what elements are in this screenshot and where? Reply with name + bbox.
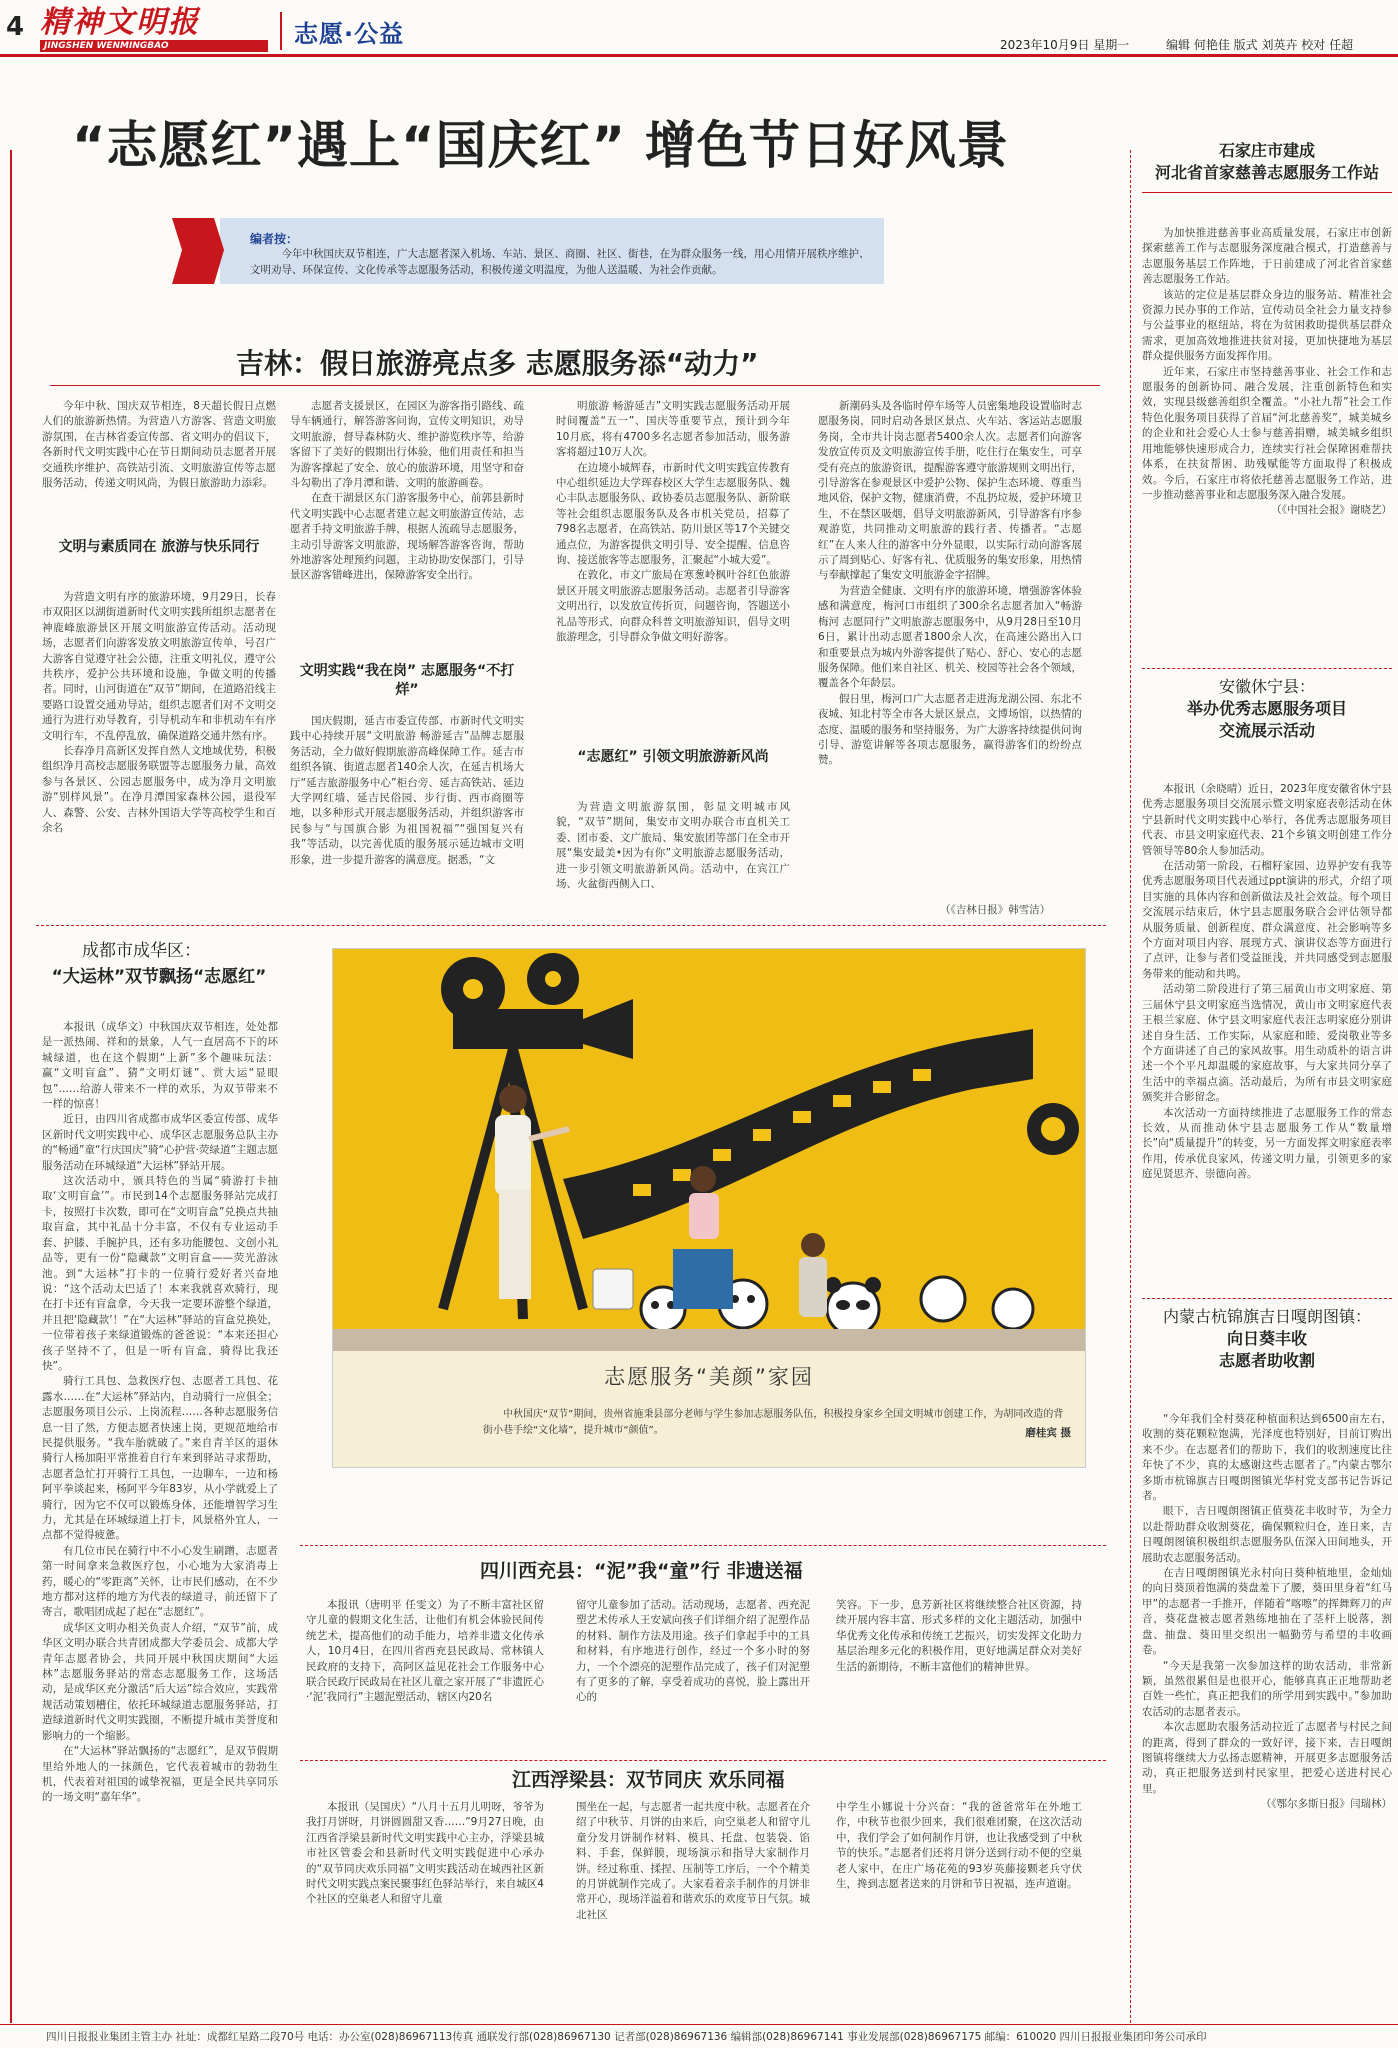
sidebar-para: “今年我们全村葵花种植面积达到6500亩左右，收割的葵花颗粒饱满，光泽度也特别好，目前订购出来不少。在志愿者们的帮助下，我们的收割速度比往年快了不少，真的太感谢这些志愿者了。”内蒙古鄂尔多斯市杭锦旗吉日嘎朗图镇光华村党支部书记告诉记者。 [1142,1413,1392,1503]
sidebar-para: 眼下，吉日嘎朗图镇正值葵花丰收时节，为全力以赴帮助群众收割葵花，确保颗粒归仓，连日来，吉日嘎朗图镇积极组织志愿服务队伍深入田间地头，开展助农志愿服务活动。 [1142,1505,1392,1564]
sidebar-anhui-title1: 安徽休宁县： [1218,677,1315,696]
sidebar-rule-1 [1142,192,1392,193]
jilin-source: （《吉林日报》韩雪洁） [940,904,1051,916]
jilin-bottom-rule [36,925,1106,926]
jilin-col2-para: 志愿者支援景区，在园区为游客指引路线、疏导车辆通行，解答游客问询，宣传文明知识，劝导文明旅游，督导森林防火、维护游览秩序等，给游客留下了美好的假期出行体验，他们用责任和担当为游客撑起了安全、放心的旅游环境，用坚守和奋斗勾勒出了净月潭和谐、文明的旅游画卷。 [290,400,524,490]
sidebar-shijiazhuang-title [1142,140,1392,184]
jilin-subhead-2-text: 文明实践“我在岗” 志愿服务“不打烊” [299,663,515,698]
sichuan-top-rule [300,1545,1106,1546]
sidebar-para: 本次活动一方面持续推进了志愿服务工作的常态长效，从而推动休宁县志愿服务工作从“数量增长”向“质量提升”的转变，另一方面发挥文明家庭表率作用，传承优良家风，传递文明力量，引领更多的家庭见贤思齐、崇德向善。 [1142,1106,1392,1181]
jilin-col2b-para: 国庆假期，延吉市委宣传部、市新时代文明实践中心持续开展“文明旅游 畅游延吉”品牌志愿服务活动，全力做好假期旅游高峰保障工作。延吉市组织各镇、街道志愿者140余人次，在延吉机场大厅“延吉旅游服务中心”柜台旁、延吉高铁站、延边大学网红墙、延吉民俗园、步行街、西市商圈等地，以多种形式开展志愿服务活动，并组织游客市民参与“与国旗合影 为祖国祝福”“强国复兴有我”等活动，以完善优质的服务展示延边城市文明形象，进一步提升游客的满意度。据悉，“文 [290,715,524,866]
footer-text: 四川日报报业集团主管主办 社址：成都红星路二段70号 电话：办公室(028)86967113传真 通联发行部(028)86967130 记者部(028)86967136 编辑部(028)86967141 事业发展部(028)86967175 邮编：610020 四川日报报业集团印务公司承印 [46,2031,1207,2043]
jilin-col1b [42,590,276,918]
sidebar-shijiazhuang-body [1142,226,1392,726]
jilin-col3-para: 明旅游 畅游延吉”文明实践志愿服务活动开展时间覆盖“五一”、国庆等重要节点，预计到今年10月底，将有4700多名志愿者参加活动，服务游客将超过10万人次。 [556,400,790,459]
photo-frame [332,948,1086,1468]
page-number: 4 [6,12,25,42]
chengdu-para: 有几位市民在骑行中不小心发生刷蹭，志愿者第一时间拿来急救医疗包，小心地为大家消毒上药，暖心的“零距离”关怀，让市民们感动，在不少地方都对这样的地方为代表的绿道寻，前还留下了寄言，歌唱团成起了起在“志愿红”。 [42,1544,278,1619]
sidebar-anhui-title [1142,676,1392,742]
sichuan-col3 [836,1598,1082,1748]
editor-note-ribbon [162,214,232,288]
jilin-subhead-3-text: “志愿红” 引领文明旅游新风尚 [577,749,769,765]
section-title: 志愿·公益 [294,20,405,48]
sichuan-col1-text: 本报讯（唐明平 任雯文）为了不断丰富社区留守儿童的假期文化生活，让他们有机会体验民间传统艺术，提高他们的动手能力，培养非遗文化传承人，10月4日，在四川省西充县民政局、常林镇人民政府的支持下，高阿区益见花社会工作服务中心联合民政厅民政局在社区儿童之家开展了“非遗匠心·‘泥’我同行”主题泥塑活动，辖区内20名 [306,1599,544,1704]
sichuan-col2-text: 留守儿童参加了活动。活动现场，志愿者、西充泥塑艺术传承人王安斌向孩子们详细介绍了泥塑作品的材料、制作方法及用途。孩子们拿起手中的工具和材料，有序地进行创作，经过一个多小时的努力，一个个漂亮的泥塑作品完成了，孩子们对泥塑有了更多的了解，享受着成功的喜悦，脸上露出开心的 [576,1599,810,1704]
sidebar-shijiazhuang-title1: 石家庄市建成 [1218,141,1315,160]
chengdu-para: 成华区文明办相关负责人介绍，“双节”前，成华区文明办联合共青团成都大学委员会、成都大学青年志愿者协会，共同开展中秋国庆期间“大运林”志愿服务驿站的常态志愿服务工作，这场活动，是成华区充分激活“后大运”综合效应，实践常规活动策划槽住，依托环城绿道志愿服务驿站，打造绿道新时代文明实践圈，不断提升城市美誉度和影响力的一个缩影。 [42,1621,278,1742]
sidebar-neimeng-title2: 向日葵丰收 [1226,1329,1307,1348]
sidebar-para: 在活动第一阶段，石榴籽家园、边界护安有我等优秀志愿服务项目代表通过ppt演讲的形式，介绍了项目实施的具体内容和创新做法及社会效益。每个项目交流展示结束后，休宁县志愿服务联合会评估领导都从服务质量、创新程度、群众满意度、社会影响等多个方面对项目内容、展现方式、演讲仪态等方面进行了点评，让参与者们受益匪浅，并共同感受到志愿服务带来的能动和共鸣。 [1142,860,1392,980]
jilin-col4-para: 新潮码头及各临时停车场等人员密集地段设置临时志愿服务岗，同时启动各景区景点、火车站、客运站志愿服务岗，全市共计岗志愿者5400余人次。志愿者们向游客发放宣传页及文明旅游宣传手册，吃住行在集安生，可享受有亮点的旅游资讯，提醒游客遵守旅游规则文明出行，引导游客在参观景区中爱护公物、保护生态环境、尊重当地风俗，保护文物，健康消费，不乱扔垃圾，爱护环境卫生，不在禁区吸烟，倡导文明旅游新风，引导游客有序参观游览，共同推动文明旅游的践行者、传播者。“志愿红”在人来人往的游客中分外显眼，以实际行动向游客展示了周到贴心、好客有礼、优质服务的集安形象，用热情与奉献撑起了集安文明旅游金字招牌。 [818,400,1082,582]
sichuan-col3-text: 笑容。下一步，息芳新社区将继续整合社区资源，持续开展内容丰富、形式多样的文化主题活动，加强中华优秀文化传承和传统工艺振兴，切实发挥文化助力基层治理多元化的积极作用，更好地满足群众对美好生活的新期待，不断丰富他们的精神世界。 [836,1599,1082,1673]
sidebar-anhui-body [1142,782,1392,1262]
logo-pinyin: JINGSHEN WENMINGBAO [40,40,268,52]
photo-caption-title: 志愿服务“美颜”家园 [604,1365,814,1389]
sichuan-col1 [306,1598,544,1748]
jiangxi-col1 [306,1800,544,2016]
jilin-title: 吉林：假日旅游亮点多 志愿服务添“动力” [236,347,759,380]
mural-photo [333,949,1085,1351]
jilin-col4-para: 假日里，梅河口广大志愿者走进海龙湖公园、东北不夜城、知北村等全市各大景区景点，文博场馆，以热情的态度、温暖的服务和坚持服务，为广大游客持续提供问询引导、游览讲解等各项志愿服务，赢得游客们的纷纷点赞。 [818,692,1082,767]
jilin-col3b-para: 为营造文明旅游氛围，彰显文明城市风貌，“双节”期间，集安市文明办联合市直机关工委、团市委、文广旅局、集安旅团等部门在全市开展“集安最美•因为有你”文明旅游志愿服务活动，进一步引领文明旅游新风尚。活动中，在宾江广场、火盆街西侧入口、 [556,801,790,891]
editor-note-label: 编者按： [250,232,299,246]
chengdu-para: 骑行工具包、急救医疗包、志愿者工具包、花露水……在“大运林”驿站内，自动骑行一应俱全；志愿服务项目公示、上岗流程……各种志愿服务信息一目了然，方便志愿者快速上岗，更规范地给市民提供服务。“我车胎就破了。”来自青羊区的退休骑行人杨加阳平常推着自行车来到驿站寻求帮助，志愿者急忙打开骑行工具包，一边聊车，一边和杨阿平拳谈起来，杨阿平今年83岁，从小学就爱上了骑行，因为它不仅可以锻炼身体，还能增智学习生力，尤其是在环城绿道上打卡，风景格外宜人，一点都不觉得疲惫。 [42,1375,278,1542]
editor-note-text: 今年中秋国庆双节相连，广大志愿者深入机场、车站、景区、商圈、社区、街巷，在为群众服务一线，用心用情开展秩序维护、文明劝导、环保宣传、文化传承等志愿服务活动，积极传递文明温度，为他人送温暖、为社会作贡献。 [250,248,870,276]
jilin-col4-para: 为营造全健康、文明有序的旅游环境，增强游客体验感和满意度，梅河口市组织了300余名志愿者加入“畅游梅河 志愿同行”文明旅游志愿服务中，从9月28日至10月6日，累计出动志愿者1800余人次，在高速公路出入口和重要景点为城内外游客提供了贴心、舒心、安心的志愿服务保障。他们来自社区、机关、校园等社会各个领域，覆盖各个年龄层。 [818,584,1082,690]
chengdu-para: 在“大运林”驿站飘扬的“志愿红”，是双节假期里给外地人的一抹颜色，它代表着城市的勃勃生机，代表着对祖国的诚挚祝福，更是全民共享同乐的一场文明“嘉年华”。 [42,1745,278,1804]
sidebar-neimeng-title1: 内蒙古杭锦旗吉日嘎朗图镇： [1162,1307,1371,1326]
jiangxi-col1-text: 本报讯（吴国庆）“八月十五月儿明呀，爷爷为我打月饼呀，月饼圆圆甜又香……”9月27日晚，由江西省浮梁县新时代文明实践中心主办，浮梁县城市社区管委会和县新时代文明实践促进中心承办的“双节同庆欢乐同福”文明实践活动在城西社区新时代文明实践点案民聚事红色驿站举行，来自城区4个社区的空巢老人和留守儿童 [306,1801,544,1906]
jiangxi-top-rule [300,1760,1106,1761]
sidebar-para: 近年来，石家庄市坚持慈善事业、社会工作和志愿服务的创新协同、融合发展，注重创新特色和实效，实现县级慈善组织全覆盖。“小社九帮”社会工作特色化服务项目获得了首届“河北慈善奖”，城美城乡的企业和社会爱心人士参与慈善捐赠，城美城乡组织用地能够快速形成合力，连续实行社会保障困难帮扶体系，在扶贫帮困、助残赋能等方面取得了积极成效。今后，石家庄市将依托慈善志愿服务工作站，进一步推动慈善事业和志愿服务深入融合发展。 [1142,365,1392,501]
logo-chinese: 精神文明报 [40,5,200,40]
sidebar-anhui-title3: 交流展示活动 [1218,721,1315,740]
chengdu-para: 近日，由四川省成都市成华区委宣传部、成华区新时代文明实践中心、成华区志愿服务总队主办的“畅通”童“行庆国庆”骑“心护营·荧绿道”主题志愿服务活动在环城绿道“大运林”驿站开展。 [42,1113,278,1172]
sidebar-rule-2 [1142,668,1392,669]
sidebar-rule-3 [1142,1298,1392,1299]
sidebar-para: “今天是我第一次参加这样的助农活动，非常新颖，虽然很累但是也很开心，能够真真正正地帮助老百姓一些忙，真正把我们的所学用到实践中。”参加助农活动的志愿者表示。 [1142,1659,1392,1718]
jiangxi-col3 [836,1800,1082,2016]
jiangxi-col2-text: 围坐在一起，与志愿者一起共度中秋。志愿者在介绍了中秋节、月饼的由来后，向空巢老人和留守儿童分发月饼制作材料、模具、托盘、包装袋、馅料、手套，保鲜膜，现场演示和指导大家制作月饼。经过称重、揉捏、压制等工序后，一个个精美的月饼就制作完成了。大家看着亲手制作的月饼非常开心，现场洋溢着和谐欢乐的欢度节日气氛。城北社区 [576,1801,810,1921]
jilin-col1 [42,399,276,523]
jilin-subhead-1-text: 文明与素质同在 旅游与快乐同行 [58,539,260,555]
jilin-col1-para: 今年中秋、国庆双节相连，8天超长假日点燃人们的旅游新热情。为营造八方游客、营造文明旅游氛围，在吉林省委宣传部、省文明办的倡议下，各新时代文明实践中心在节日期间动员志愿者开展交通秩序维护、高铁站引流、文明旅游宣传等志愿服务活动，传递文明风尚，为假日旅游助力添彩。 [42,400,276,490]
jilin-col3-para: 在边境小城辉春，市新时代文明实践宣传教育中心组织延边大学珲春校区大学生志愿服务队、魏心丰队志愿服务队、政协委员志愿服务队、新阶联等社会组织志愿服务队及各市机关党员，招募了798名志愿者，在高铁站、防川景区等17个关键交通点位，为游客提供文明引导、安全提醒、信息咨询、接送旅客等志愿服务，汇聚起“小城大爱”。 [556,461,790,567]
sidebar-shijiazhuang-title2: 河北省首家慈善志愿服务工作站 [1154,163,1379,182]
chengdu-kicker: 成都市成华区： [82,941,201,961]
jiangxi-col3-text: 中学生小娜说十分兴奋：“我的爸爸常年在外地工作，中秋节也很少回来，我们很难团聚，在这次活动中，我们学会了如何制作月饼，也让我感受到了中秋节的快乐。”志愿者们还将月饼分送到行动不便的空巢老人家中，在庄广场花苑的93岁英藤接颗老兵守伏生，搀到志愿者送来的月饼和节日祝福，连声道谢。 [836,1801,1082,1891]
sidebar-para: 本次志愿助农服务活动拉近了志愿者与村民之间的距离，得到了群众的一致好评，接下来，吉日嘎朗图镇将继续大力弘扬志愿精神，开展更多志愿服务活动，真正把服务送到村民家里，把爱心送进村民心里。 [1142,1721,1392,1795]
sidebar-para: 本报讯（余晓晴）近日，2023年度安徽省休宁县优秀志愿服务项目交流展示暨文明家庭表彰活动在休宁县新时代文明实践中心举行，各优秀志愿服务项目代表、市县文明家庭代表、21个乡镇文明创建工作分管领导等80余人参加活动。 [1142,783,1392,857]
jilin-title-rule [50,385,1100,386]
sidebar [1142,130,1392,2020]
jilin-col4 [818,399,1082,899]
sidebar-para: 该站的定位是基层群众身边的服务站、精准社会资源力民办事的工作站，宣传动员全社会力量支持参与公益事业的枢纽站，将在为贫困救助提供基层群众需求，更加高效地推进扶贫对接，更加快捷地为基层群众提供服务方面发挥作用。 [1142,288,1392,363]
editor-note-box [220,218,884,284]
photo-credit: 磨桂宾 摄 [1025,1427,1071,1439]
jilin-col2 [290,399,524,649]
sidebar-para: 活动第二阶段进行了第三届黄山市文明家庭、第三届休宁县文明家庭当选情况，黄山市文明家庭代表王根兰家庭、休宁县文明家庭代表汪志明家庭分别讲述自身生活、工作实际，从家庭和睦、爱岗敬业等多个方面讲述了自己的家风故事。用生动质朴的语言讲述一个个平凡却温暖的家庭故事，与大家共同分享了生活中的幸福点滴。活动最后，为所有市县文明家庭颁奖并合影留念。 [1142,983,1392,1104]
jiangxi-col2 [576,1800,810,2016]
jilin-subhead-2 [290,662,524,700]
chengdu-title: “大运林”双节飘扬“志愿红” [51,967,267,987]
editor-credits: 编辑 何艳佳 版式 刘英卉 校对 任超 [1166,38,1354,52]
date-line: 2023年10月9日 星期一 [1000,38,1130,52]
masthead-rule [0,54,1398,57]
sidebar-anhui-title2: 举办优秀志愿服务项目 [1186,699,1347,718]
photo-caption-text: 中秋国庆“双节”期间，贵州省施秉县部分老师与学生参加志愿服务队伍，积极投身家乡全国文明城市创建工作，为胡同改造的背街小巷手绘“文化墙”，提升城市“颜值”。 [483,1409,1064,1436]
sidebar-neimeng-title [1142,1306,1392,1372]
jilin-col3 [556,399,790,735]
sichuan-col2 [576,1598,810,1748]
chengdu-body [42,1020,278,2018]
jiangxi-title: 江西浮梁县：双节同庆 欢乐同福 [512,1769,785,1791]
jilin-col1b-para: 长春净月高新区发挥自然人文地域优势，积极组织净月高校志愿服务联盟等志愿服务力量，高效参与各景区、公园志愿服务中，成为净月文明旅游“别样风景”。在净月潭国家森林公园，退役军人、森警、公安、吉林外国语大学等高校学生和百余名 [42,745,276,835]
sidebar-para: 在吉日嘎朗图镇光永村向日葵种植地里，金灿灿的向日葵顶着饱满的葵盘羞下了腰，葵田里身着“红马甲”的志愿者一手推开，伴随着“喀嚓”的挥舞辉刀的声音，葵花盘被志愿者熟练地抽在了茎杆上脱落，割盘、抽盘、葵田里交织出一幅勤劳与希望的丰收画卷。 [1142,1567,1392,1657]
jilin-subhead-1 [42,538,276,557]
chengdu-para: 这次活动中，颁具特色的当属“骑游打卡抽取‘文明盲盒’”。市民到14个志愿服务驿站完成打卡，按照打卡次数，即可在“文明盲盒”兑换点共抽取盲盒，其中礼品十分丰富，不仅有专业运动手套、护膝、手腕护具，还有多功能腰包、文创小礼品等，更有一份“隐藏款”文明盲盒——荧光游泳池。到“大运林”打卡的一位骑行爱好者兴奋地说：“这个活动太巴适了！本来我就喜欢骑行，现在打卡还有盲盒拿，今天我一定要环游整个绿道，并且把‘隐藏款’！”在“大运林”驿站的盲盒兑换处，一位带着孩子来绿道锻炼的爸爸说：“本来还担心孩子坚持不了，但是一听有盲盒，骑得比我还快”。 [42,1175,278,1372]
masthead-logo [40,6,272,52]
sichuan-title: 四川西充县：“泥”我“童”行 非遗送福 [480,1560,803,1582]
sidebar-source: （《鄂尔多斯日报》闫瑞林） [1260,1798,1392,1811]
sidebar-neimeng-body [1142,1412,1392,2018]
sidebar-source: （《中国社会报》谢晓艺） [1271,504,1392,517]
jilin-subhead-3 [556,748,790,767]
masthead-divider [280,12,282,50]
sidebar-neimeng-title3: 志愿者助收割 [1218,1351,1315,1370]
main-headline: “志愿红”遇上“国庆红” 增色节日好风景 [72,117,1009,176]
jilin-col1b-para: 为营造文明有序的旅游环境，9月29日，长春市双阳区以湖街道新时代文明实践所组织志愿者在神鹿峰旅游景区开展文明旅游宣传活动。活动现场，志愿者们向游客发放文明旅游宣传单，号召广大游客自觉遵守社会公德，注重文明礼仪，遵守公共秩序，爱护公共环境和设施，争做文明的传播者。同时，山河街道在“双节”期间，在道路沿线主要路口设置交通劝导站，组织志愿者们对不文明交通行为进行劝导教育，引导机动车和非机动车有序文明行车，不乱停乱放，确保道路交通井然有序。 [42,591,276,742]
jilin-col2-para: 在查干湖景区东门游客服务中心，前郭县新时代文明实践中心志愿者建立起文明旅游宣传站，志愿者手持文明旅游手牌，根据人流疏导志愿服务，主动引导游客文明旅游，现场解答游客咨询，帮助外地游客处理预约问题，主动协助安保部门，引导景区游客错峰进出，保障游客安全出行。 [290,492,524,582]
chengdu-para: 本报讯（成华文）中秋国庆双节相连，处处都是一派热闹、祥和的景象，人气一直居高不下的环城绿道，也在这个假期“上新”多个趣味玩法：赢“文明盲盒”、猜“文明灯谜”、赏大运“显眼包”……给游人带来不一样的欢乐，为双节带来不一样的惊喜！ [42,1021,278,1111]
sidebar-para: 为加快推进慈善事业高质量发展，石家庄市创新探索慈善工作与志愿服务深度融合模式，打造慈善与志愿服务基层工作阵地，于日前建成了河北省首家慈善志愿服务工作站。 [1142,227,1392,286]
jilin-col3b [556,800,790,918]
jilin-col2b [290,714,524,918]
jilin-col3-para: 在敦化，市文广旅局在寒葱岭枫叶谷红色旅游景区开展文明旅游志愿服务活动。志愿者引导游客文明出行，以发放宣传折页，问题咨询，答题送小礼品等形式，向群众科普文明旅游知识，倡导文明旅游理念，引导群众争做文明好游客。 [556,569,790,644]
footer-rule [0,2024,1398,2025]
